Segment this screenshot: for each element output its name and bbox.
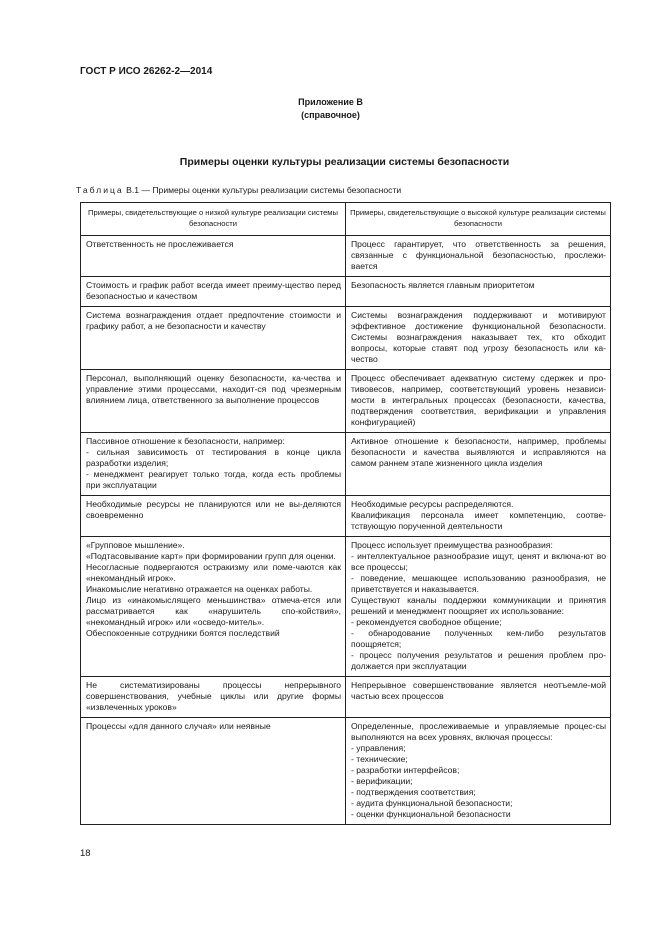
table-caption: [76, 185, 401, 195]
cell-text-line: - менеджмент реагирует только тогда, когда есть проблемы при эксплуатации: [86, 469, 341, 490]
cell-text-line: Квалификация персонала имеет компетенцию, соотве-тствующую порученной деятельности: [351, 510, 606, 531]
high-culture-cell: [346, 307, 611, 370]
table-caption-text: В.1 — Примеры оценки культуры реализации системы безопасности: [126, 185, 402, 195]
table-row: [81, 496, 611, 537]
table-row: [81, 307, 611, 370]
cell-text-line: Несогласные подвергаются остракизму или поме-чаются как «некомандный игрок».: [86, 562, 341, 583]
high-culture-cell: [346, 537, 611, 677]
appendix-heading: [0, 96, 661, 122]
page-number: 18: [80, 848, 91, 859]
low-culture-cell: [81, 307, 346, 370]
cell-text-line: - аудита функциональной безопасности;: [351, 798, 513, 808]
cell-text-line: Процесс обеспечивает адекватную систему сдержек и про-тивовесов, например, соответствующий уровень независи-мости в интегральных процессах (безопасности, качества, подтверждения соответствия, верификации и управления конфигурацией): [351, 373, 606, 427]
cell-text-line: Процессы «для данного случая» или неявные: [86, 721, 271, 731]
cell-text-line: Персонал, выполняющий оценку безопасности, ка-чества и управление этими процессами, находит-ся под чрезмерным влиянием лица, ответственного за выполнение процессов: [86, 373, 341, 405]
low-culture-cell: [81, 677, 346, 718]
table-row: [81, 537, 611, 677]
cell-text-line: Система вознаграждения отдает предпочтение стоимости и графику работ, а не безопасности и качеству: [86, 310, 341, 331]
cell-text-line: Активное отношение к безопасности, например, проблемы безопасности и качества выявляются и исправляются на самом раннем этапе жизненного цикла изделия: [351, 436, 606, 468]
cell-text-line: - поведение, мешающее использованию разнообразия, не приветствуется и наказывается.: [351, 573, 606, 594]
cell-text-line: Системы вознаграждения поддерживают и мотивируют эффективное достижение функциональной безопасности. Системы вознаграждения наказывает тех, кто обходит вопросы, которые ставят под угрозу безопасность или ка-чество: [351, 310, 606, 364]
low-culture-cell: [81, 370, 346, 433]
cell-text-line: Стоимость и график работ всегда имеет преиму-щество перед безопасностью и качеством: [86, 280, 341, 301]
cell-text-line: Необходимые ресурсы не планируются или не вы-деляются своевременно: [86, 499, 341, 520]
table-body: [81, 236, 611, 825]
cell-text-line: - рекомендуется свободное общение;: [351, 617, 502, 627]
cell-text-line: Процесс гарантирует, что ответственность за решения, связанные с функциональной безопасностью, прослежи-вается: [351, 239, 606, 271]
table-row: [81, 277, 611, 307]
low-culture-cell: [81, 236, 346, 277]
cell-text-line: Инакомыслие негативно отражается на оценках работы.: [86, 584, 313, 594]
cell-text-line: «Групповое мышление».: [86, 540, 185, 550]
document-id: ГОСТ Р ИСО 26262-2—2014: [80, 66, 213, 77]
cell-text-line: - верификации;: [351, 776, 413, 786]
cell-text-line: - интеллектуальное разнообразие ищут, ценят и включа-ют во все процессы;: [351, 551, 606, 572]
cell-text-line: - оценки функциональной безопасности: [351, 809, 511, 819]
high-culture-cell: [346, 496, 611, 537]
table-caption-prefix: Таблица: [76, 185, 124, 195]
cell-text-line: - обнародование полученных кем-либо результатов поощряется;: [351, 628, 606, 649]
table-header-row: [81, 203, 611, 236]
cell-text-line: - подтверждения соответствия;: [351, 787, 476, 797]
low-culture-cell: [81, 277, 346, 307]
cell-text-line: Процесс использует преимущества разнообразия:: [351, 540, 553, 550]
appendix-title: Приложение В: [298, 97, 363, 107]
table-row: [81, 236, 611, 277]
cell-text-line: Лицо из «инакомыслящего меньшинства» отмеча-ется или рассматривается как «нарушитель спо-койствия», «некомандный игрок» или «осведо-митель».: [86, 595, 341, 627]
cell-text-line: Безопасность является главным приоритетом: [351, 280, 535, 290]
high-culture-cell: [346, 677, 611, 718]
low-culture-cell: [81, 718, 346, 825]
cell-text-line: Необходимые ресурсы распределяются.: [351, 499, 514, 509]
high-culture-cell: [346, 370, 611, 433]
cell-text-line: - управления;: [351, 743, 406, 753]
cell-text-line: «Подтасовывание карт» при формировании групп для оценки.: [86, 551, 336, 561]
appendix-subtitle: (справочное): [301, 110, 360, 120]
cell-text-line: - процесс получения результатов и решения проблем про-должается при эксплуатации: [351, 650, 606, 671]
high-culture-cell: [346, 236, 611, 277]
cell-text-line: - сильная зависимость от тестирования в конце цикла разработки изделия;: [86, 447, 341, 468]
cell-text-line: Ответственность не прослеживается: [86, 239, 234, 249]
table-row: [81, 370, 611, 433]
section-title: Примеры оценки культуры реализации системы безопасности: [179, 156, 510, 168]
low-culture-cell: [81, 537, 346, 677]
high-culture-cell: [346, 718, 611, 825]
cell-text-line: Определенные, прослеживаемые и управляемые процес-сы выполняются на всех уровнях, включая процессы:: [351, 721, 606, 742]
table-row: [81, 677, 611, 718]
table-row: [81, 433, 611, 496]
table-row: [81, 718, 611, 825]
high-culture-cell: [346, 277, 611, 307]
header-high-culture: Примеры, свидетельствующие о высокой культуре реализации системы безопасности: [346, 203, 611, 236]
cell-text-line: Существуют каналы поддержки коммуникации и принятия решений и менеджмент поощряет их использование:: [351, 595, 606, 616]
high-culture-cell: [346, 433, 611, 496]
culture-examples-table: [80, 202, 611, 825]
cell-text-line: Не систематизированы процессы непрерывного совершенствования, учебные циклы или другие формы «извлеченных уроков»: [86, 680, 341, 712]
cell-text-line: - технические;: [351, 754, 408, 764]
cell-text-line: - разработки интерфейсов;: [351, 765, 460, 775]
low-culture-cell: [81, 496, 346, 537]
low-culture-cell: [81, 433, 346, 496]
cell-text-line: Непрерывное совершенствование является неотъемле-мой частью всех процессов: [351, 680, 606, 701]
cell-text-line: Пассивное отношение к безопасности, например:: [86, 436, 285, 446]
header-low-culture: Примеры, свидетельствующие о низкой культуре реализации системы безопасности: [81, 203, 346, 236]
cell-text-line: Обеспокоенные сотрудники боятся последствий: [86, 628, 280, 638]
